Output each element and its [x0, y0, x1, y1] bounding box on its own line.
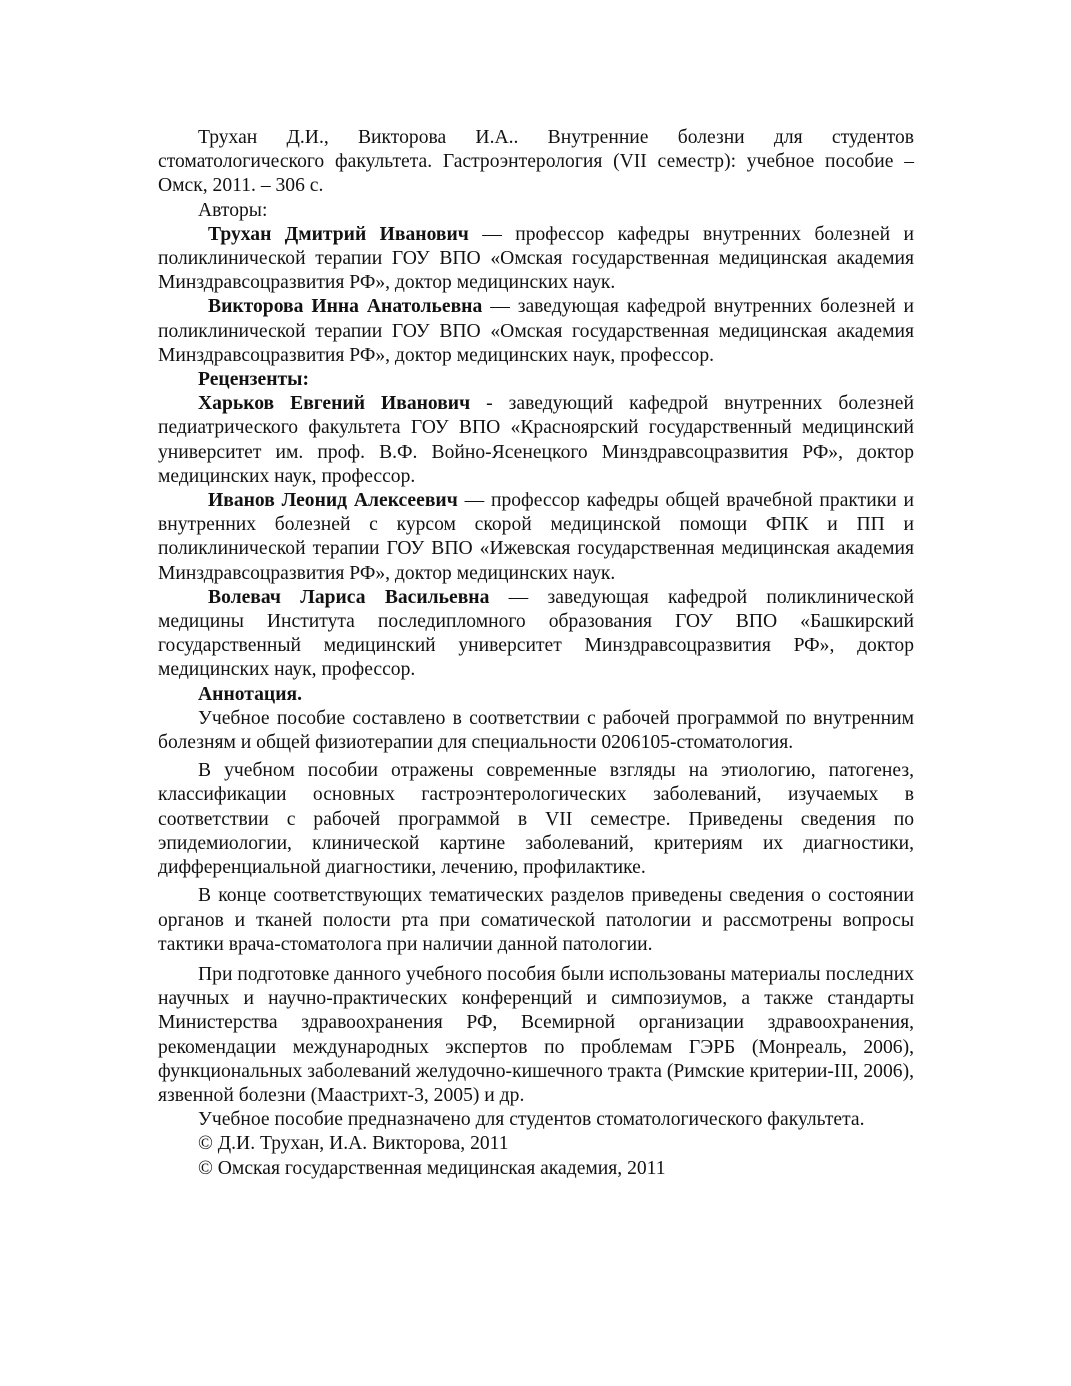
- citation: Трухан Д.И., Викторова И.А.. Внутренние болезни для студентов стоматологического факультета. Гастроэнтерология (VII семестр): учебное пособие – Омск, 2011. – 306 с.: [158, 127, 914, 197]
- annotation-paragraph: В конце соответствующих тематических разделов приведены сведения о состоянии органов и тканей полости рта при соматической патологии и рассмотрены вопросы тактики врача-стоматолога при наличии данной патологии.: [158, 885, 914, 955]
- annotation-paragraph: При подготовке данного учебного пособия были использованы материалы последних научных и научно-практических конференций и симпозиумов, а также стандарты Министерства здравоохранения РФ, Всемирной организации здравоохранения, рекомендации международных экспертов по проблемам ГЭРБ (Монреаль, 2006), функциональных заболеваний желудочно-кишечного тракта (Римские критерии-III, 2006), язвенной болезни (Маастрихт-3, 2005) и др.: [158, 963, 914, 1106]
- annotation-heading: Аннотация.: [198, 683, 303, 705]
- reviewers-heading: Рецензенты:: [198, 369, 309, 391]
- reviewer-description: — заведующая кафедрой поликлинической медицины Института последипломного образования ГОУ ВПО «Башкирский государственный медицинский университет Минздравсоцразвития РФ», доктор медицинских наук, профессор.: [158, 586, 914, 681]
- reviewer-entry: [158, 392, 914, 489]
- reviewer-name: Харьков Евгений Иванович: [198, 393, 471, 415]
- copyright-line: © Омская государственная медицинская академия, 2011: [198, 1157, 666, 1179]
- reviewer-entry: [158, 489, 914, 586]
- reviewer-name: Иванов Леонид Алексеевич: [208, 490, 458, 512]
- author-description: — заведующая кафедрой внутренних болезней и поликлинической терапии ГОУ ВПО «Омская государственная медицинская академия Минздравсоцразвития РФ», доктор медицинских наук, профессор.: [158, 296, 914, 366]
- annotation-paragraph: Учебное пособие составлено в соответствии с рабочей программой по внутренним болезням и общей физиотерапии для специальности 0206105-стоматология.: [158, 707, 914, 754]
- authors-heading: Авторы:: [198, 199, 268, 221]
- reviewer-description: — профессор кафедры общей врачебной практики и внутренних болезней с курсом скорой медицинской помощи ФПК и ПП и поликлинической терапии ГОУ ВПО «Ижевская государственная медицинская академия Минздравсоцразвития РФ», доктор медицинских наук.: [158, 490, 914, 584]
- copyright-line: © Д.И. Трухан, И.А. Викторова, 2011: [198, 1133, 509, 1155]
- reviewer-entry: [158, 586, 914, 683]
- author-name: Викторова Инна Анатольевна: [208, 296, 483, 318]
- author-description: — профессор кафедры внутренних болезней и поликлинической терапии ГОУ ВПО «Омская государственная медицинская академия Минздравсоцразвития РФ», доктор медицинских наук.: [158, 223, 914, 294]
- reviewer-description: - заведующий кафедрой внутренних болезней педиатрического факультета ГОУ ВПО «Красноярский государственный медицинский университет им. проф. В.Ф. Войно-Ясенецкого Минздравсоцразвития РФ», доктор медицинских наук, профессор.: [158, 393, 914, 487]
- annotation-paragraph: Учебное пособие предназначено для студентов стоматологического факультета.: [198, 1109, 865, 1131]
- document-page: [158, 126, 914, 1181]
- author-entry: [158, 295, 914, 368]
- annotation-paragraph: В учебном пособии отражены современные взгляды на этиологию, патогенез, классификации основных гастроэнтерологических заболеваний, изучаемых в соответствии с рабочей программой в VII семестре. Приведены сведения по эпидемиологии, клинической картине заболеваний, критериям их диагностики, дифференциальной диагностики, лечению, профилактике.: [158, 760, 914, 879]
- author-name: Трухан Дмитрий Иванович: [208, 223, 469, 245]
- reviewer-name: Волевач Лариса Васильевна: [208, 586, 490, 608]
- author-entry: [158, 223, 914, 296]
